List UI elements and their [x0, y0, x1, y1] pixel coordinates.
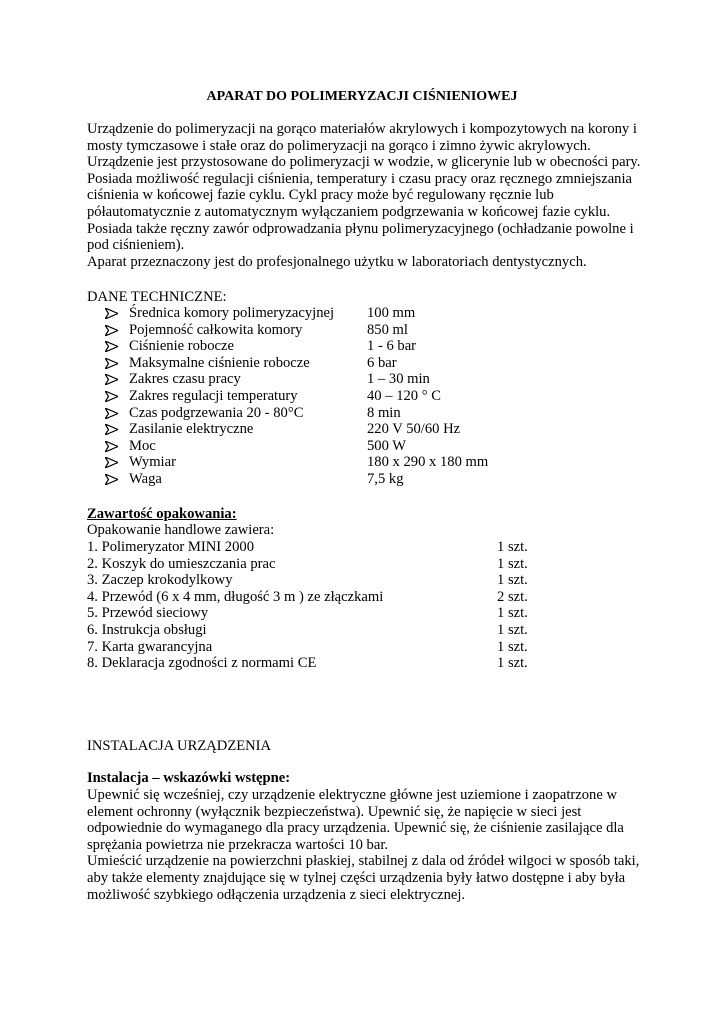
package-item-name: 7. Karta gwarancyjna [87, 638, 213, 655]
package-item-quantity: 1 szt. [497, 605, 528, 622]
arrowhead-bullet-icon [105, 305, 121, 319]
arrowhead-bullet-icon [105, 388, 121, 402]
technical-data-label: Waga [129, 470, 162, 487]
technical-data-label: Średnica komory polimeryzacyjnej [129, 305, 335, 321]
technical-data-label: Zakres regulacji temperatury [129, 387, 298, 404]
technical-data-label: Zasilanie elektryczne [129, 421, 254, 438]
technical-data-label: Czas podgrzewania 20 - 80°C [129, 404, 304, 421]
technical-data-value: 180 x 290 x 180 mm [367, 454, 489, 471]
intro-paragraph: Urządzenie do polimeryzacji na gorąco materiałów akrylowych i kompozytowych na korony i mosty tymczasowe i stałe oraz do polimeryzacji na gorąco i zimno żywic akrylowych. [87, 121, 637, 154]
arrowhead-bullet-icon [105, 405, 121, 419]
package-item-name: 2. Koszyk do umieszczania prac [87, 555, 276, 572]
arrowhead-bullet-icon [105, 471, 121, 485]
package-item-quantity: 2 szt. [497, 588, 528, 605]
package-item-quantity: 1 szt. [497, 539, 528, 555]
intro-paragraph: Aparat przeznaczony jest do profesjonalnego użytku w laboratoriach dentystycznych. [87, 253, 587, 270]
technical-data-value: 1 - 6 bar [367, 338, 417, 355]
technical-data-value: 850 ml [367, 321, 408, 338]
arrowhead-bullet-icon [105, 322, 121, 336]
technical-data-value: 500 W [367, 437, 407, 454]
technical-data-heading: DANE TECHNICZNE: [87, 289, 227, 305]
arrowhead-bullet-icon [105, 371, 121, 385]
package-item-name: 5. Przewód sieciowy [87, 605, 209, 622]
package-item-quantity: 1 szt. [497, 638, 528, 655]
installation-section [87, 787, 647, 903]
package-item-quantity: 1 szt. [497, 572, 528, 589]
technical-data-value: 7,5 kg [367, 470, 404, 487]
package-contents-heading: Zawartość opakowania: [87, 506, 237, 522]
technical-data-value: 1 – 30 min [367, 371, 430, 388]
arrowhead-bullet-icon [105, 355, 121, 369]
technical-data-label: Zakres czasu pracy [129, 371, 241, 388]
technical-data-value: 220 V 50/60 Hz [367, 421, 461, 438]
installation-heading: INSTALACJA URZĄDZENIA [87, 738, 272, 754]
technical-data-value: 40 – 120 ° C [367, 387, 441, 404]
package-contents-intro: Opakowanie handlowe zawiera: [87, 522, 275, 538]
package-item-name: 3. Zaczep krokodylkowy [87, 572, 233, 589]
arrowhead-bullet-icon [105, 421, 121, 435]
document-title: APARAT DO POLIMERYZACJI CIŚNIENIOWEJ [206, 89, 518, 104]
technical-data-label: Wymiar [129, 454, 176, 471]
technical-data-value: 100 mm [367, 305, 416, 321]
arrowhead-bullet-icon [105, 338, 121, 352]
intro-paragraph: Urządzenie jest przystosowane do polimeryzacji w wodzie, w glicerynie lub w obecności pary. Posiada możliwość regulacji ciśnienia, temperatury i czasu pracy oraz ręcznego zmniejszania ciśnienia w końcowej fazie cyklu. Cykl pracy może być regulowany ręcznie lub półautomatycznie z automatycznym wyłączaniem podgrzewania w końcowej fazie cyklu. Posiada także ręczny zawór odprowadzania płynu polimeryzacyjnego (ochładzanie powolne i pod ciśnieniem). [87, 154, 641, 254]
package-item-quantity: 1 szt. [497, 555, 528, 572]
package-item-quantity: 1 szt. [497, 655, 528, 672]
technical-data-label: Ciśnienie robocze [129, 338, 234, 355]
intro-section [87, 121, 647, 270]
arrowhead-bullet-icon [105, 454, 121, 468]
technical-data-label: Maksymalne ciśnienie robocze [129, 354, 310, 371]
installation-paragraph: Umieścić urządzenie na powierzchni płaskiej, stabilnej z dala od źródeł wilgoci w sposób taki, aby także elementy znajdujące się w tylnej części urządzenia były łatwo dostępne i aby była możliwość szybkiego odłączenia urządzenia z sieci elektrycznej. [87, 853, 640, 903]
installation-paragraph: Upewnić się wcześniej, czy urządzenie elektryczne główne jest uziemione i zaopatrzone w element ochronny (wyłącznik bezpieczeństwa). Upewnić się, że napięcie w sieci jest odpowiednie do wymaganego dla pracy urządzenia. Upewnić się, że ciśnienie zasilające dla sprężania powietrza nie przekracza wartości 10 bar. [87, 787, 624, 853]
arrowhead-bullet-icon [105, 438, 121, 452]
package-item-name: 1. Polimeryzator MINI 2000 [87, 539, 254, 555]
technical-data-label: Moc [129, 437, 156, 454]
installation-subheading: Instalacja – wskazówki wstępne: [87, 770, 291, 786]
package-item-name: 8. Deklaracja zgodności z normami CE [87, 655, 317, 672]
technical-data-label: Pojemność całkowita komory [129, 321, 303, 338]
package-item-quantity: 1 szt. [497, 621, 528, 638]
package-item-name: 4. Przewód (6 x 4 mm, długość 3 m ) ze złączkami [87, 588, 384, 605]
technical-data-value: 6 bar [367, 354, 397, 371]
package-item-name: 6. Instrukcja obsługi [87, 621, 207, 638]
technical-data-value: 8 min [367, 404, 401, 421]
